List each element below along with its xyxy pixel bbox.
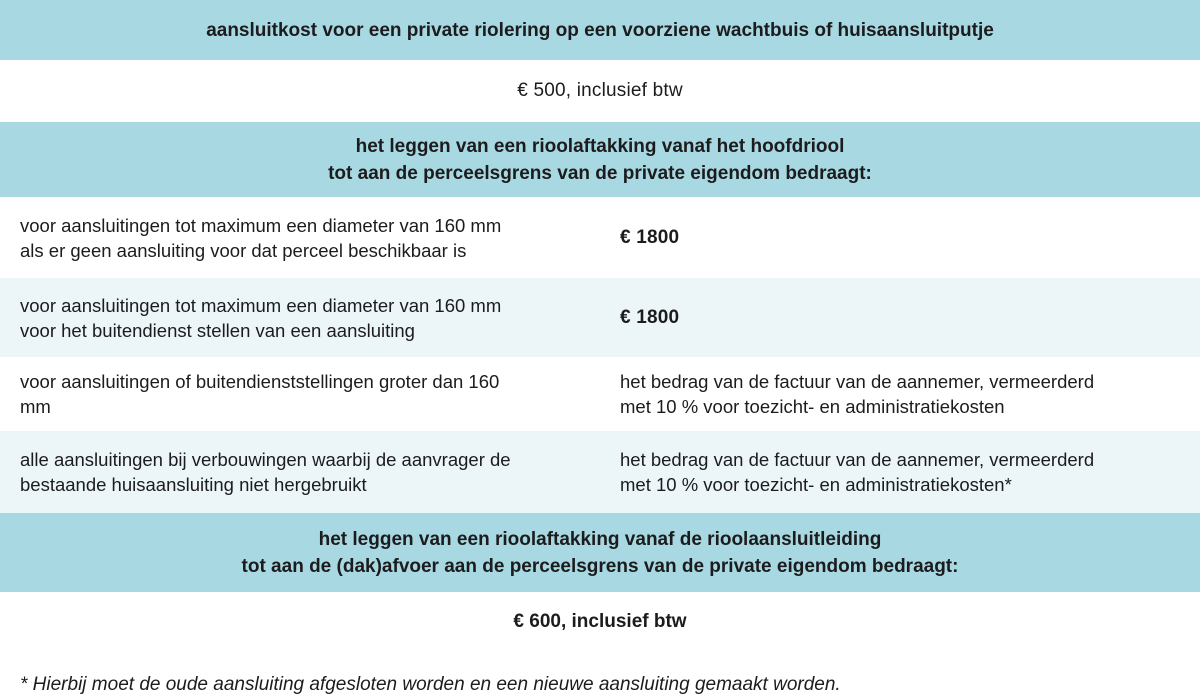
- price-line: het bedrag van de factuur van de aannemer, vermeerderd: [620, 371, 1095, 392]
- section-band-hoofdriool: [0, 122, 1200, 197]
- price-line: het bedrag van de factuur van de aannemer, vermeerderd: [620, 449, 1095, 470]
- price-row-intro: [0, 60, 1200, 122]
- description-line: alle aansluitingen bij verbouwingen waarbij de aanvrager de: [20, 449, 511, 470]
- row-description-cell: [0, 357, 600, 431]
- price-outro-value: € 600, inclusief btw: [513, 611, 687, 632]
- row-description-cell: [0, 278, 600, 357]
- row-description-cell: [0, 197, 600, 278]
- footnote: [0, 652, 1200, 700]
- table-row: [0, 357, 1200, 431]
- description-line: voor het buitendienst stellen van een aansluiting: [20, 319, 415, 341]
- description-line: voor aansluitingen of buitendienststellingen groter dan 160: [20, 371, 500, 392]
- price-line: € 1800: [620, 307, 680, 328]
- section1-line2: tot aan de perceelsgrens van de private eigendom bedraagt:: [328, 162, 872, 184]
- description-line: bestaande huisaansluiting niet hergebruikt: [20, 474, 367, 495]
- footnote-text: * Hierbij moet de oude aansluiting afgesloten worden en een nieuwe aansluiting gemaakt worden.: [20, 674, 841, 695]
- description-line: voor aansluitingen tot maximum een diameter van 160 mm: [20, 214, 502, 236]
- row-price-cell: [600, 197, 1200, 278]
- price-line: met 10 % voor toezicht- en administratiekosten: [620, 396, 1005, 417]
- description-line: mm: [20, 396, 51, 417]
- section-band-rioolaansluitleiding: [0, 513, 1200, 592]
- price-line: met 10 % voor toezicht- en administratiekosten*: [620, 474, 1012, 495]
- table-row: [0, 197, 1200, 278]
- price-line: € 1800: [620, 227, 680, 248]
- table-title: aansluitkost voor een private riolering op een voorziene wachtbuis of huisaansluitputje: [206, 19, 994, 41]
- section2-line2: tot aan de (dak)afvoer aan de perceelsgrens van de private eigendom bedraagt:: [241, 555, 959, 577]
- table-header-band: [0, 0, 1200, 60]
- table-row: [0, 278, 1200, 357]
- price-row-outro: [0, 592, 1200, 652]
- row-price-cell: [600, 357, 1200, 431]
- description-line: als er geen aansluiting voor dat perceel beschikbaar is: [20, 239, 467, 261]
- section2-line1: het leggen van een rioolaftakking vanaf de rioolaansluitleiding: [318, 528, 882, 550]
- row-description-cell: [0, 431, 600, 513]
- table-row: [0, 431, 1200, 513]
- row-price-cell: [600, 278, 1200, 357]
- section1-line1: het leggen van een rioolaftakking vanaf het hoofdriool: [355, 135, 845, 157]
- description-line: voor aansluitingen tot maximum een diameter van 160 mm: [20, 294, 502, 316]
- price-intro-value: € 500, inclusief btw: [517, 80, 683, 101]
- row-price-cell: [600, 431, 1200, 513]
